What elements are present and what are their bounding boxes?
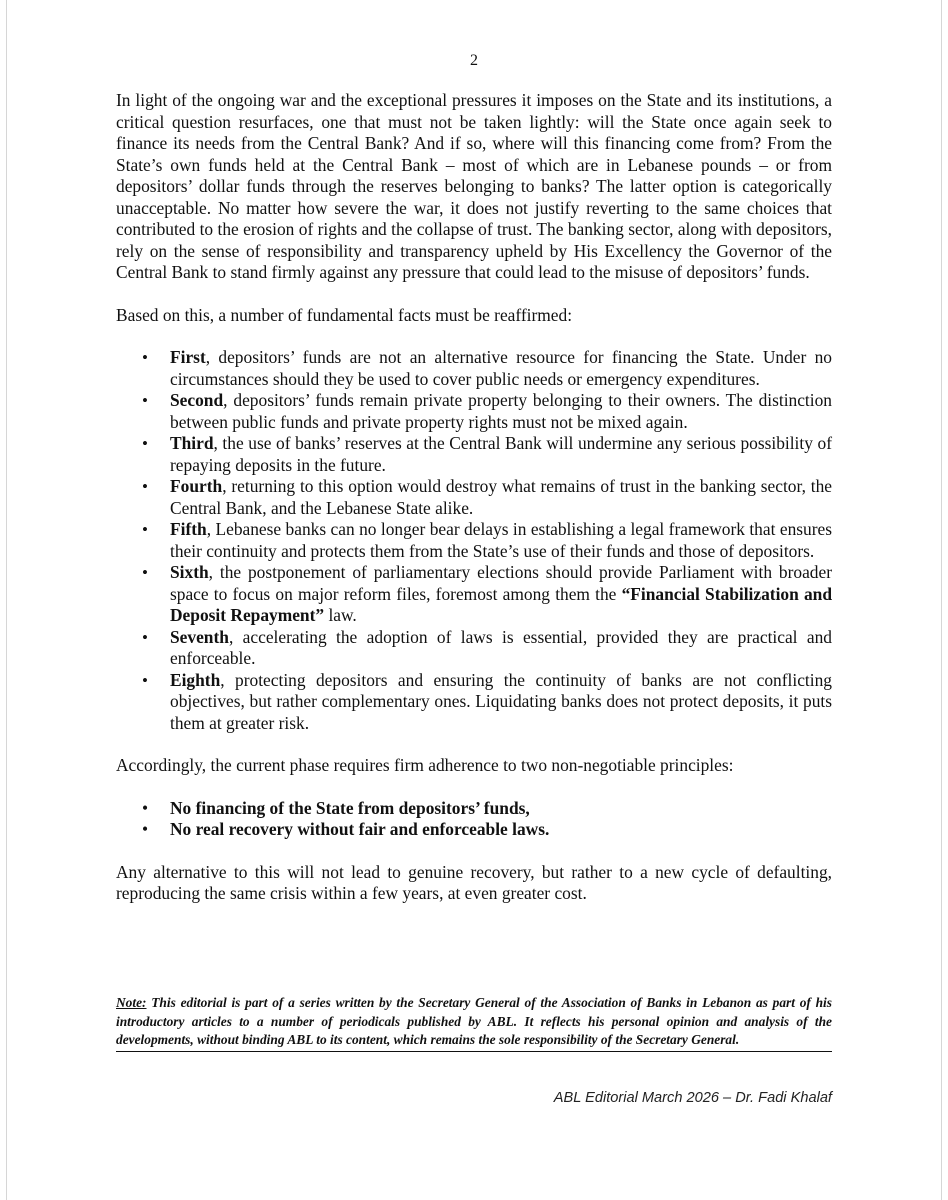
fact-item [116,476,832,519]
fact-text: , Lebanese banks can no longer bear delays in establishing a legal framework that ensures their continuity and protects them from the State’s use of their funds and those of depositors. [170,519,832,561]
fact-text: , depositors’ funds remain private property belonging to their owners. The distinction between public funds and private property rights must not be mixed again. [170,390,832,432]
fact-lead: Second [170,390,224,410]
facts-intro: Based on this, a number of fundamental facts must be reaffirmed: [116,304,573,325]
note-label: Note: [116,995,147,1010]
intro-paragraph: In light of the ongoing war and the exceptional pressures it imposes on the State and its institutions, a critical question resurfaces, one that must not be taken lightly: will the State once again seek to finance its needs from the Central Bank? And if so, where will this financing come from? From the State’s own funds held at the Central Bank – most of which are in Lebanese pounds – or from depositors’ dollar funds through the reserves belonging to banks? The latter option is categorically unacceptable. No matter how severe the war, it does not justify reverting to the same choices that contributed to the erosion of rights and the collapse of trust. The banking sector, along with depositors, rely on the sense of responsibility and transparency upheld by His Excellency the Governor of the Central Bank to stand firmly against any pressure that could lead to the misuse of depositors’ funds. [116,90,832,282]
document-page [116,52,832,926]
bullet-icon: • [142,627,148,647]
law-title: “Financial Stabilization and Deposit Repayment” [170,583,832,625]
fact-text: , accelerating the adoption of laws is essential, provided they are practical and enforceable. [170,626,832,668]
fact-lead: Fifth [170,519,207,539]
fact-item [116,627,832,670]
bullet-icon: • [142,434,148,453]
fact-item [116,519,832,562]
bullet-icon: • [142,819,149,839]
fact-lead: Fourth [170,476,223,496]
fact-text: , depositors’ funds are not an alternative resource for financing the State. Under no circumstances should they be used to cover public needs or emergency expenditures. [170,347,832,389]
principle-text: No real recovery without fair and enforceable laws. [170,819,550,839]
facts-list [116,347,832,734]
fact-tail: law. [324,605,357,625]
fact-text: , protecting depositors and ensuring the continuity of banks are not conflicting objectives, but rather complementary ones. Liquidating banks does not protect deposits, it puts them at greater risk. [170,669,832,733]
principle-item [116,798,832,820]
fact-text: , the use of banks’ reserves at the Central Bank will undermine any serious possibility of repaying deposits in the future. [170,433,832,475]
editorial-note [116,994,832,1052]
fact-lead: First [170,347,206,367]
fact-item [116,433,832,476]
page-number: 2 [470,52,478,69]
closing-paragraph: Any alternative to this will not lead to genuine recovery, but rather to a new cycle of defaulting, reproducing the same crisis within a few years, at even greater cost. [116,861,832,903]
fact-lead: Third [170,433,214,453]
fact-item [116,670,832,735]
fact-lead: Eighth [170,669,221,690]
editorial-signature: ABL Editorial March 2026 – Dr. Fadi Khalaf [553,1090,832,1106]
fact-lead: Seventh [170,626,229,647]
bullet-icon: • [142,797,149,818]
bullet-icon: • [142,477,148,496]
fact-item [116,562,832,627]
bullet-icon: • [142,670,148,690]
fact-item [116,347,832,390]
bullet-icon: • [142,348,148,367]
principle-text: No financing of the State from depositors’ funds, [170,797,530,818]
bullet-icon: • [142,391,148,410]
principle-item [116,819,832,841]
bullet-icon: • [142,563,148,582]
fact-text: , the postponement of parliamentary elections should provide Parliament with broader space to focus on major reform files, foremost among them the [170,562,832,604]
bullet-icon: • [142,520,148,539]
fact-item [116,390,832,433]
fact-lead: Sixth [170,562,209,582]
principles-list [116,798,832,841]
principles-intro: Accordingly, the current phase requires firm adherence to two non-negotiable principles: [116,755,734,775]
fact-text: , returning to this option would destroy what remains of trust in the banking sector, the Central Bank, and the Lebanese State alike. [170,476,832,518]
note-text: This editorial is part of a series written by the Secretary General of the Association of Banks in Lebanon as part of his introductory articles to a number of periodicals published by ABL. It reflects his personal opinion and analysis of the developments, without binding ABL to its content, which remains the sole responsibility of the Secretary General. [116,995,832,1048]
